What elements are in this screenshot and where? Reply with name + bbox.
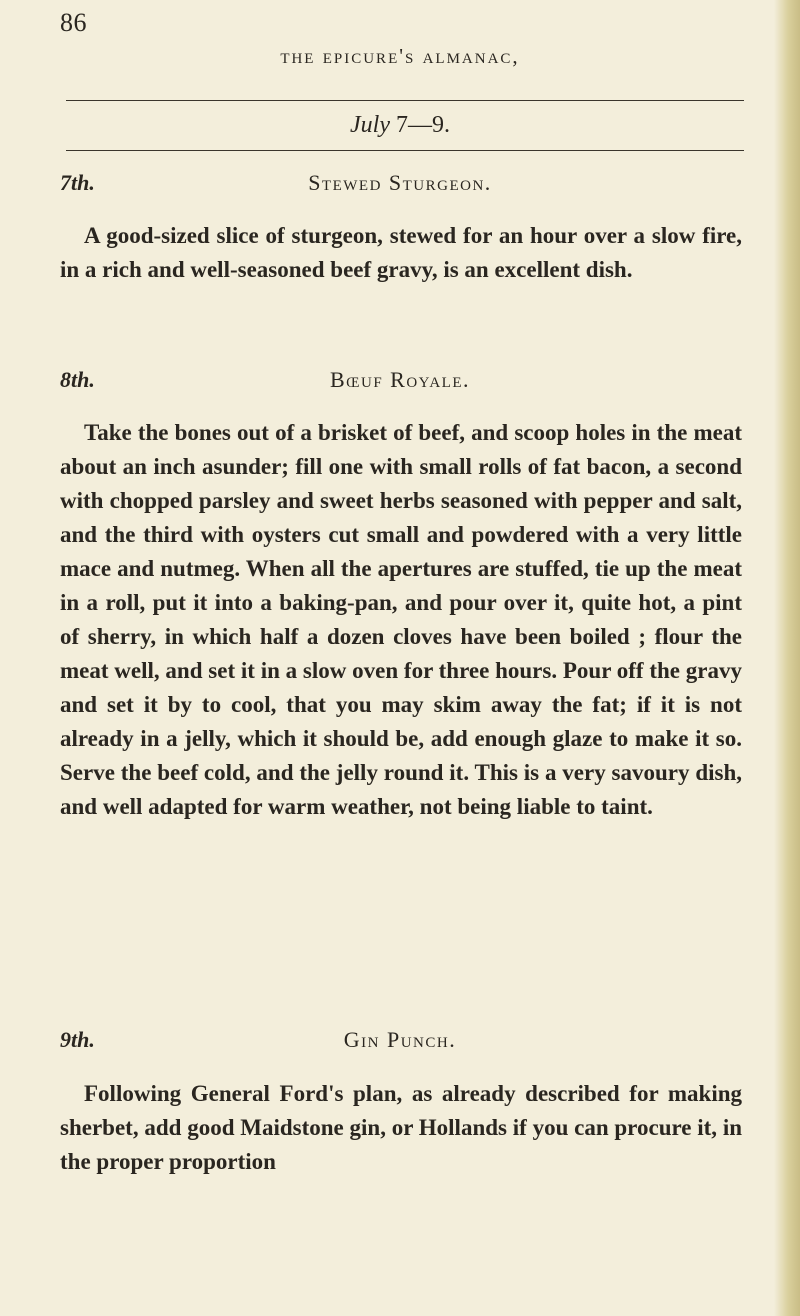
entry-title: Stewed Sturgeon. [308, 170, 492, 195]
entry-text: Take the bones out of a brisket of beef, and scoop holes in the meat about an inch asunder; fill one with small rolls of fat bacon, a second with chopped parsley and sweet herbs seasoned with pepper and salt, and the third with oysters cut small and powdered with a very little mace and nutmeg. When all the apertures are stuffed, tie up the meat in a roll, put it into a baking-pan, and pour over it, quite hot, a pint of sherry, in which half a dozen cloves have been boiled ; flour the meat well, and set it in a slow oven for three hours. Pour off the gravy and set it by to cool, that you may skim away the fat; if it is not already in a jelly, which it should be, add enough glaze to make it so. Serve the beef cold, and the jelly round it. This is a very savoury dish, and well adapted for warm weather, not being liable to taint. [60, 420, 742, 819]
entry-title: Bœuf Royale. [329, 367, 471, 392]
entry-text: A good-sized slice of sturgeon, stewed for an hour over a slow fire, in a rich and well-seasoned beef gravy, is an excellent dish. [60, 223, 742, 282]
date-range [0, 112, 800, 139]
date-days: 7—9. [389, 112, 450, 138]
header-rule-top [66, 100, 744, 101]
header-rule-bottom [66, 150, 744, 151]
date-month: July [350, 112, 390, 138]
page-number: 86 [60, 8, 87, 37]
page-edge-shadow [774, 0, 800, 1316]
entry-day: 9th. [60, 1027, 95, 1052]
entry-day: 8th. [60, 367, 95, 392]
entry-text: Following General Ford's plan, as already described for making sherbet, add good Maidstone gin, or Hollands if you can procure it, in the proper proportion [60, 1081, 742, 1174]
entry-day: 7th. [60, 170, 95, 195]
entry-title: Gin Punch. [343, 1027, 457, 1052]
running-head: the epicure's almanac, [280, 44, 520, 68]
